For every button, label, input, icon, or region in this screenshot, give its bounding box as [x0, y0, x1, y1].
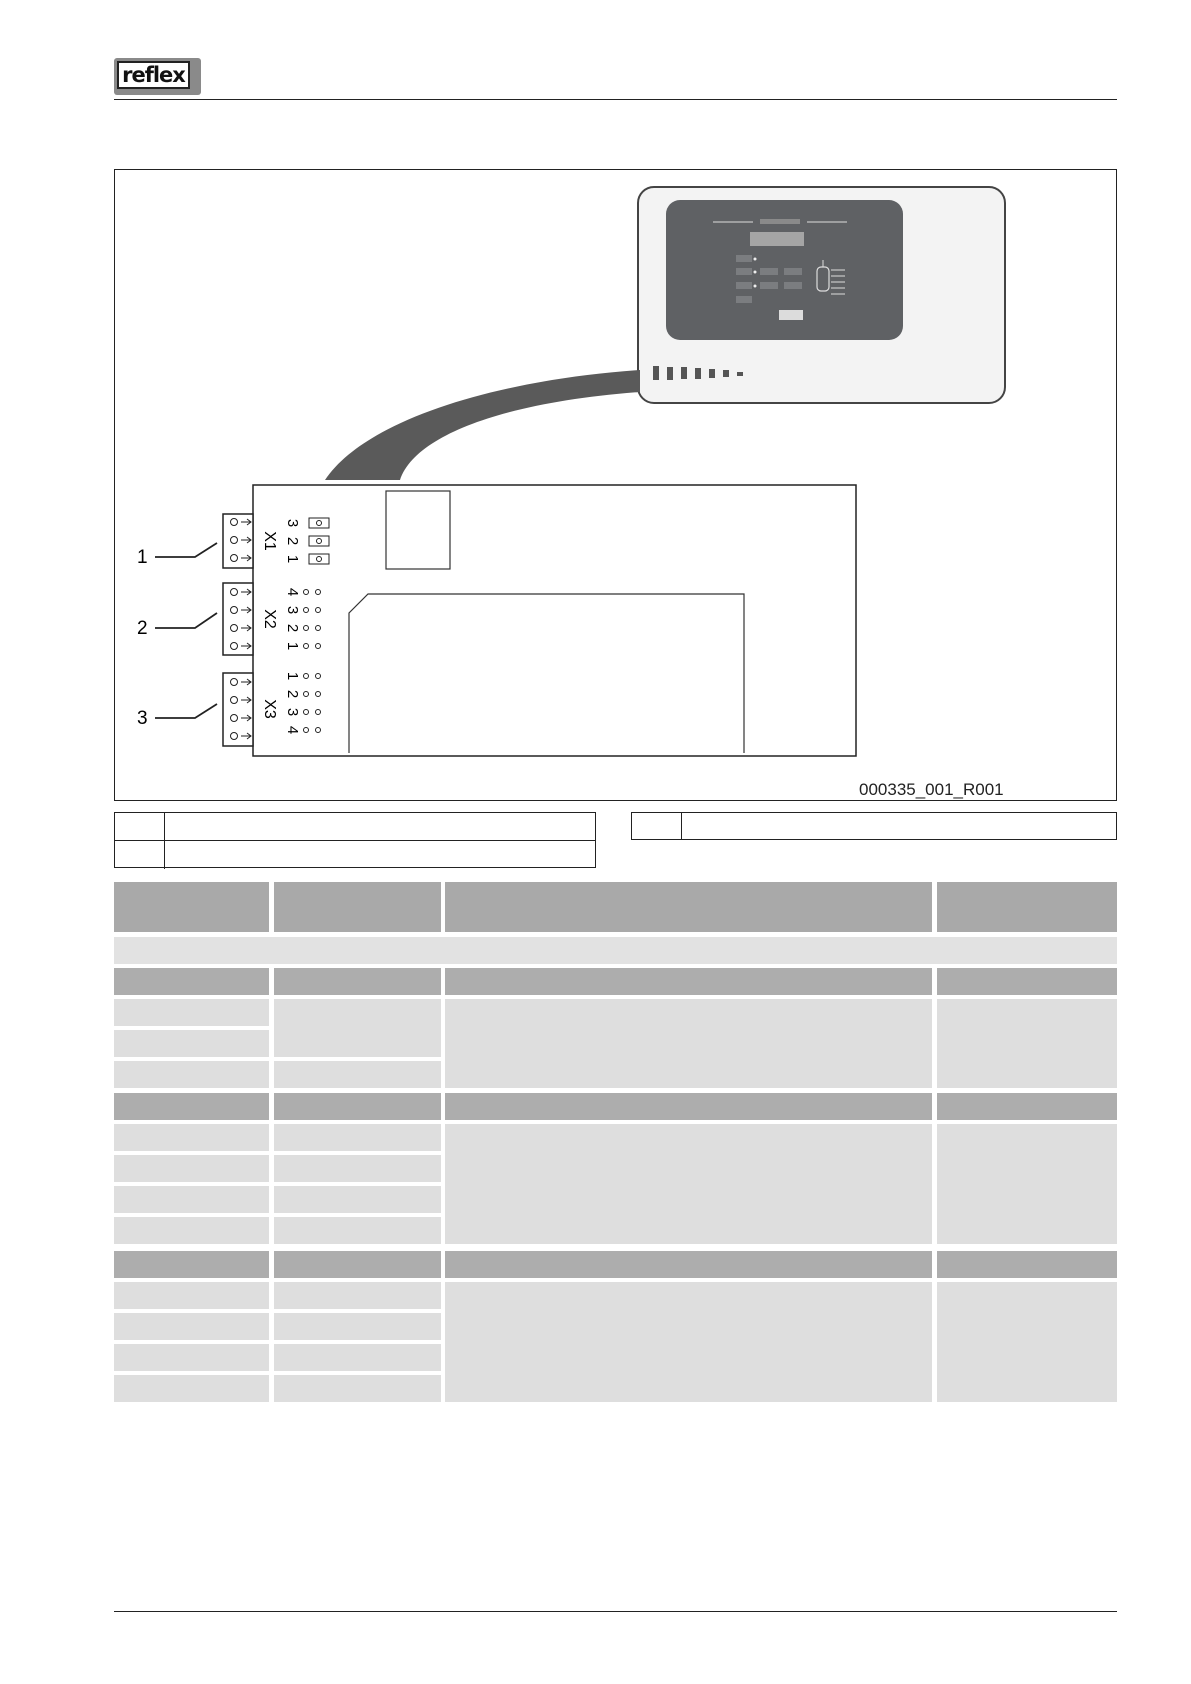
table-cell	[114, 1155, 269, 1182]
table-note-cell	[937, 1282, 1117, 1402]
x3-pin-label: 3	[284, 707, 302, 717]
table-cell	[114, 1282, 269, 1309]
table-cell	[114, 1030, 269, 1057]
logo-box	[117, 61, 190, 89]
x3-pin-label: 1	[284, 671, 302, 681]
legend-right	[631, 812, 1117, 840]
table-cell	[114, 1344, 269, 1371]
legend-number	[632, 813, 682, 839]
legend-number	[115, 813, 165, 840]
group-header-cell	[274, 968, 441, 995]
callout-line-2	[155, 613, 217, 628]
wiring-illustration	[115, 170, 1118, 802]
group-header-cell	[445, 968, 932, 995]
table-cell	[274, 1282, 441, 1309]
table-cell	[114, 999, 269, 1026]
table-cell	[274, 1313, 441, 1340]
x2-pin-label: 1	[284, 641, 302, 651]
group-header-cell	[937, 1093, 1117, 1120]
table-note-cell	[937, 1124, 1117, 1244]
table-cell	[114, 1375, 269, 1402]
table-description-cell	[445, 1124, 932, 1244]
group-header-cell	[274, 1093, 441, 1120]
table-header-cell	[937, 882, 1117, 932]
wiring-figure	[114, 169, 1117, 801]
callout-number-3: 3	[137, 708, 148, 729]
x2-pin-label: 2	[284, 623, 302, 633]
table-cell	[114, 1313, 269, 1340]
legend-left	[114, 812, 596, 868]
x3-label: X3	[261, 699, 278, 719]
table-section-title	[114, 937, 1117, 964]
callout-line-1	[155, 543, 217, 557]
figure-id: 000335_001_R001	[859, 780, 1004, 799]
table-cell	[114, 1124, 269, 1151]
footer-divider	[114, 1611, 1117, 1612]
logo-text: reflex	[122, 63, 185, 87]
x1-pin-label: 2	[284, 536, 302, 546]
x2-pin-label: 4	[284, 587, 302, 597]
reflex-logo	[114, 58, 201, 95]
table-cell	[274, 1217, 441, 1244]
x1-label: X1	[261, 531, 278, 551]
legend-row	[115, 813, 595, 841]
display-screen	[750, 232, 804, 246]
table-header-cell	[445, 882, 932, 932]
group-header-cell	[114, 968, 269, 995]
group-header-cell	[937, 1251, 1117, 1278]
table-cell	[274, 1186, 441, 1213]
group-header-cell	[114, 1093, 269, 1120]
panel-logo-badge	[779, 310, 803, 320]
table-cell	[274, 1375, 441, 1402]
table-cell	[114, 1217, 269, 1244]
table-description-cell	[445, 1282, 932, 1402]
table-header-cell	[274, 882, 441, 932]
x2-pin-label: 3	[284, 605, 302, 615]
legend-number	[115, 841, 165, 869]
legend-row	[632, 813, 1116, 839]
x1-pin-label: 3	[284, 518, 302, 528]
table-header-cell	[114, 882, 269, 932]
callout-line-3	[155, 704, 217, 718]
table-description-cell	[445, 999, 932, 1088]
callout-number-1: 1	[137, 547, 148, 568]
ribbon-cable	[325, 370, 640, 480]
legend-row	[115, 841, 595, 869]
table-cell	[274, 1061, 441, 1088]
table-cell	[114, 1061, 269, 1088]
group-header-cell	[445, 1251, 932, 1278]
table-cell	[274, 1344, 441, 1371]
x1-pin-label: 1	[284, 554, 302, 564]
group-header-cell	[445, 1093, 932, 1120]
table-cell	[274, 1124, 441, 1151]
table-cell	[274, 999, 441, 1057]
table-cell	[274, 1155, 441, 1182]
x2-label: X2	[261, 609, 278, 629]
circuit-board	[253, 485, 856, 756]
x3-pin-label: 2	[284, 689, 302, 699]
group-header-cell	[274, 1251, 441, 1278]
callout-number-2: 2	[137, 618, 148, 639]
header-divider	[114, 99, 1117, 100]
table-note-cell	[937, 999, 1117, 1088]
group-header-cell	[114, 1251, 269, 1278]
group-header-cell	[937, 968, 1117, 995]
board-chip	[386, 491, 450, 569]
table-cell	[114, 1186, 269, 1213]
x3-pin-label: 4	[284, 725, 302, 735]
